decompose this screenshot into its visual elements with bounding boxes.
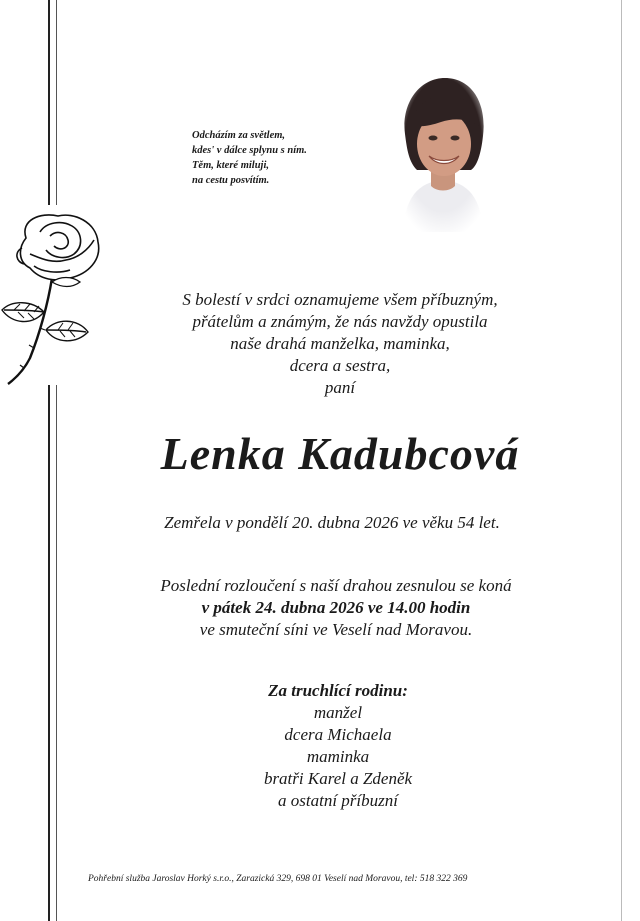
frame-line-right xyxy=(621,0,622,921)
funeral-datetime: v pátek 24. dubna 2026 ve 14.00 hodin xyxy=(201,598,471,617)
memorial-quote xyxy=(192,128,392,188)
quote-line: Těm, které miluji, xyxy=(192,160,269,171)
deceased-name: Lenka Kadubcová xyxy=(160,428,520,479)
family-member: maminka xyxy=(306,747,370,766)
announcement-line: S bolestí v srdci oznamujeme všem příbuzným, xyxy=(182,290,498,309)
quote-line: Odcházím za světlem, xyxy=(192,130,286,141)
frame-line-inner xyxy=(56,0,57,921)
quote-line: kdes' v dálce splynu s ním. xyxy=(192,145,307,156)
announcement-line: naše drahá manželka, maminka, xyxy=(230,334,450,353)
announcement-text xyxy=(60,289,620,399)
funeral-intro: Poslední rozloučení s naší drahou zesnulou se koná xyxy=(160,576,512,595)
quote-line: na cestu posvítím. xyxy=(192,175,270,186)
announcement-line: přátelům a známým, že nás navždy opustila xyxy=(192,312,488,331)
death-notice: Zemřela v pondělí 20. dubna 2026 ve věku 54 let. xyxy=(164,513,500,532)
frame-line-outer xyxy=(48,0,50,921)
funeral-place: ve smuteční síni ve Veselí nad Moravou. xyxy=(199,620,473,639)
funeral-service-footer: Pohřební služba Jaroslav Horký s.r.o., Zarazická 329, 698 01 Veselí nad Moravou, tel: 518 322 369 xyxy=(88,874,468,884)
family-member: manžel xyxy=(313,703,363,722)
family-member: dcera Michaela xyxy=(284,725,392,744)
portrait-photo xyxy=(397,74,489,232)
family-member: a ostatní příbuzní xyxy=(278,791,398,810)
family-heading: Za truchlící rodinu: xyxy=(268,681,408,700)
funeral-info xyxy=(56,575,616,641)
mourning-family xyxy=(58,680,618,812)
family-member: bratři Karel a Zdeněk xyxy=(263,769,413,788)
announcement-line: paní xyxy=(324,378,356,397)
announcement-line: dcera a sestra, xyxy=(289,356,391,375)
